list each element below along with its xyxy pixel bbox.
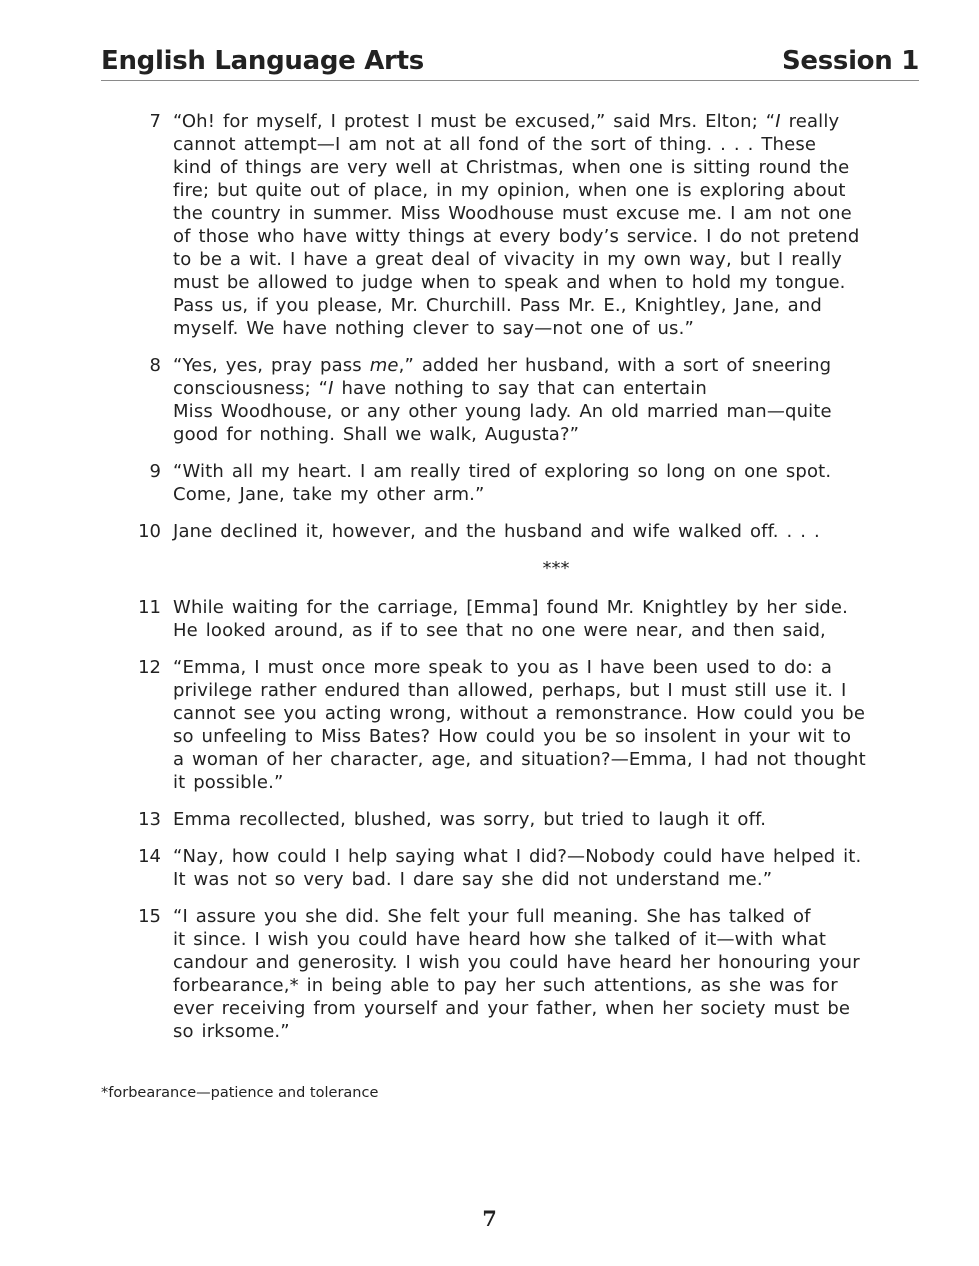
text-line: so irksome.” (173, 1021, 290, 1042)
text-line: myself. We have nothing clever to say—not one of us.” (173, 318, 694, 339)
paragraph-number: 14 (138, 846, 161, 867)
paragraph (101, 110, 931, 340)
text-line: so unfeeling to Miss Bates? How could you be so insolent in your wit to (173, 726, 852, 747)
text-line: It was not so very bad. I dare say she did not understand me.” (173, 869, 773, 890)
paragraph-number: 7 (149, 111, 161, 132)
text-line: consciousness; “I have nothing to say that can entertain (173, 378, 707, 399)
paragraph-number: 8 (149, 355, 161, 376)
paragraph (101, 808, 931, 831)
text-line: “With all my heart. I am really tired of exploring so long on one spot. (173, 461, 832, 482)
text-line: fire; but quite out of place, in my opinion, when one is exploring about (173, 180, 846, 201)
passage (101, 110, 931, 1057)
paragraph-text (173, 354, 933, 446)
text-line: must be allowed to judge when to speak and when to hold my tongue. (173, 272, 846, 293)
text-line: it since. I wish you could have heard how she talked of it—with what (173, 929, 827, 950)
text-line: While waiting for the carriage, [Emma] found Mr. Knightley by her side. (173, 597, 848, 618)
text-line: Emma recollected, blushed, was sorry, but tried to laugh it off. (173, 809, 767, 830)
text-line: “Nay, how could I help saying what I did?—Nobody could have helped it. (173, 846, 862, 867)
session-label: Session 1 (781, 46, 919, 76)
paragraph-number: 9 (149, 461, 161, 482)
paragraph-number: 13 (138, 809, 161, 830)
text-line: Pass us, if you please, Mr. Churchill. Pass Mr. E., Knightley, Jane, and (173, 295, 822, 316)
paragraph-text (173, 520, 933, 543)
section-separator: *** (542, 558, 570, 579)
text-line: of those who have witty things at every body’s service. I do not pretend (173, 226, 860, 247)
text-line: kind of things are very well at Christmas, when one is sitting round the (173, 157, 850, 178)
page-number: 7 (482, 1206, 497, 1231)
text-line: Come, Jane, take my other arm.” (173, 484, 485, 505)
page-header (101, 46, 919, 81)
paragraph (101, 520, 931, 543)
paragraph-number: 10 (138, 521, 161, 542)
text-line: forbearance,* in being able to pay her such attentions, as she was for (173, 975, 838, 996)
paragraph (101, 656, 931, 794)
text-line: ever receiving from yourself and your father, when her society must be (173, 998, 851, 1019)
paragraph-text (173, 845, 933, 891)
paragraph-text (173, 460, 933, 506)
paragraph (101, 905, 931, 1043)
paragraph-number: 12 (138, 657, 161, 678)
text-line: the country in summer. Miss Woodhouse must excuse me. I am not one (173, 203, 852, 224)
text-line: candour and generosity. I wish you could have heard her honouring your (173, 952, 860, 973)
text-line: “Oh! for myself, I protest I must be excused,” said Mrs. Elton; “I really (173, 111, 840, 132)
paragraph (101, 596, 931, 642)
text-line: it possible.” (173, 772, 284, 793)
text-line: Miss Woodhouse, or any other young lady. An old married man—quite (173, 401, 832, 422)
paragraph (101, 354, 931, 446)
paragraph-text (173, 110, 933, 340)
text-line: “I assure you she did. She felt your full meaning. She has talked of (173, 906, 811, 927)
text-line: He looked around, as if to see that no one were near, and then said, (173, 620, 826, 641)
text-line: a woman of her character, age, and situation?—Emma, I had not thought (173, 749, 866, 770)
text-line: “Emma, I must once more speak to you as I have been used to do: a (173, 657, 833, 678)
text-line: cannot see you acting wrong, without a remonstrance. How could you be (173, 703, 866, 724)
paragraph-text (173, 596, 933, 642)
footnote: *forbearance—patience and tolerance (101, 1085, 379, 1101)
text-line: to be a wit. I have a great deal of vivacity in my own way, but I really (173, 249, 842, 270)
paragraph-group-before-separator (101, 110, 931, 543)
paragraph-number: 11 (138, 597, 161, 618)
paragraph-text (173, 656, 933, 794)
text-line: good for nothing. Shall we walk, Augusta?” (173, 424, 580, 445)
text-line: cannot attempt—I am not at all fond of the sort of thing. . . . These (173, 134, 817, 155)
paragraph-text (173, 808, 933, 831)
text-line: privilege rather endured than allowed, perhaps, but I must still use it. I (173, 680, 847, 701)
paragraph (101, 460, 931, 506)
text-line: Jane declined it, however, and the husband and wife walked off. . . . (173, 521, 820, 542)
text-line: “Yes, yes, pray pass me,” added her husband, with a sort of sneering (173, 355, 832, 376)
paragraph (101, 845, 931, 891)
paragraph-number: 15 (138, 906, 161, 927)
paragraph-text (173, 905, 933, 1043)
subject-title: English Language Arts (101, 46, 424, 76)
paragraph-group-after-separator (101, 596, 931, 1043)
